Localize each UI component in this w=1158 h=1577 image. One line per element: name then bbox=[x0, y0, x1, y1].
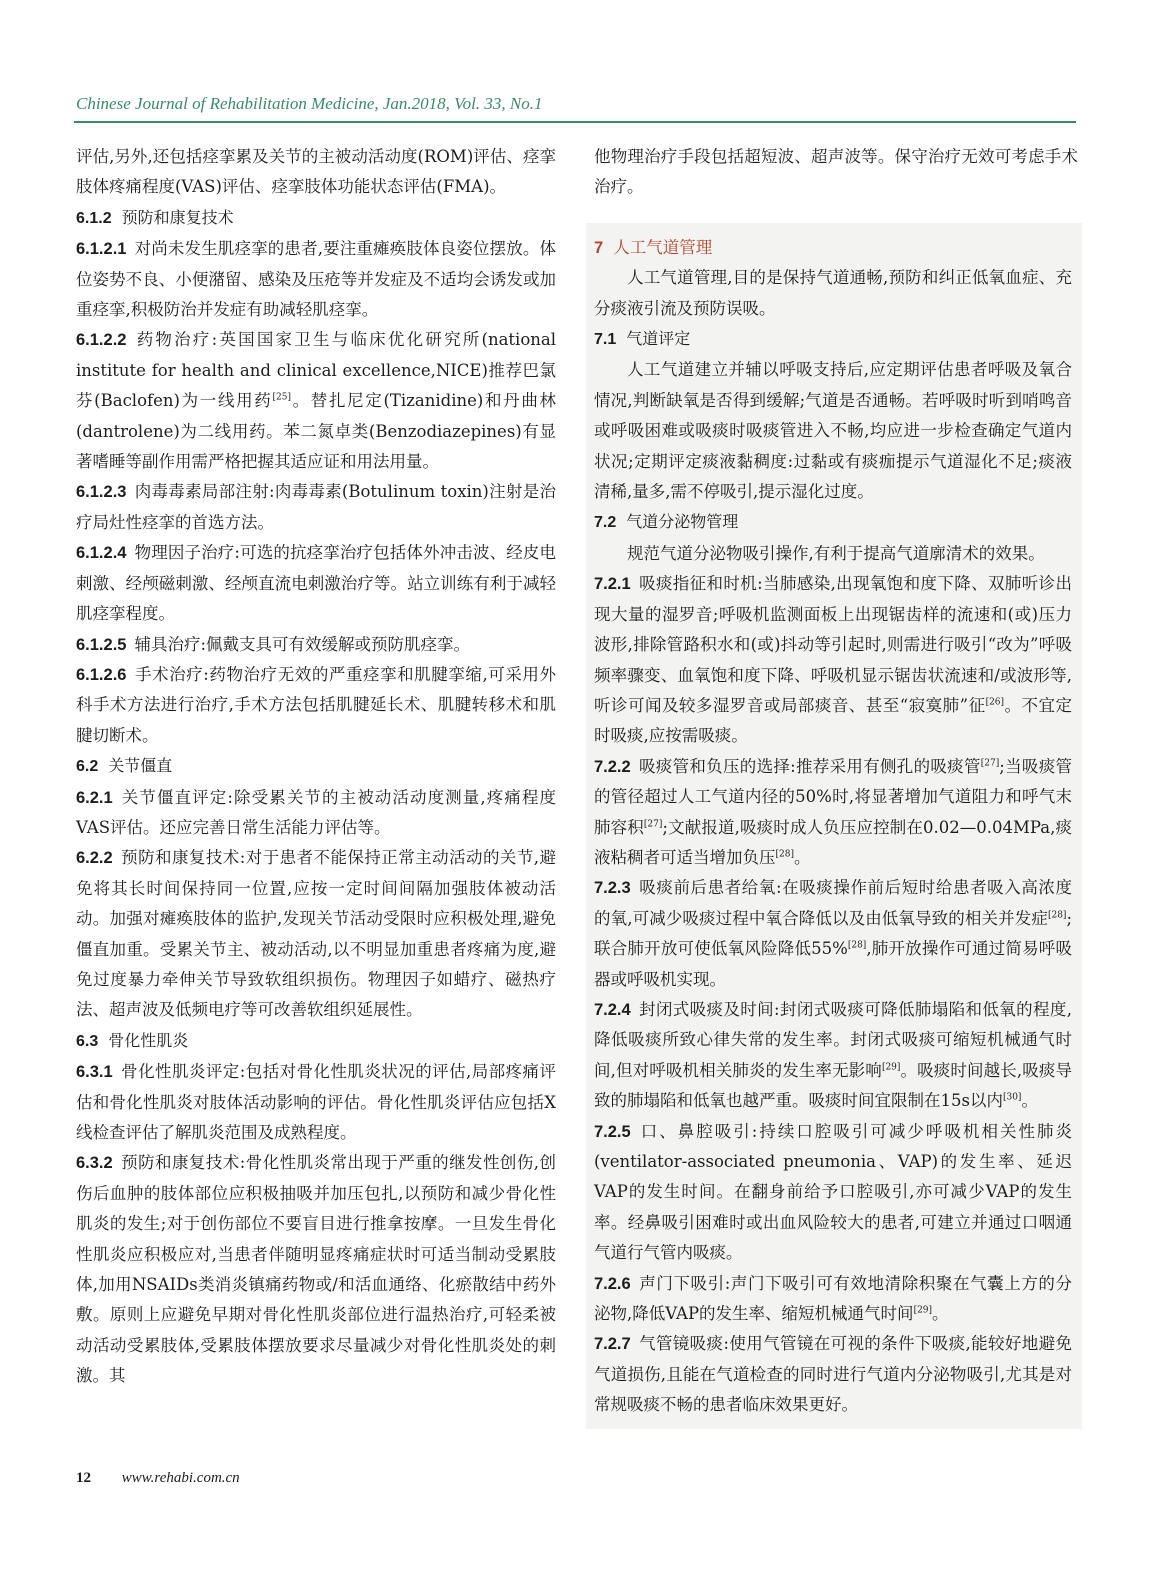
section-7-2-7 bbox=[594, 1329, 1072, 1420]
section-number: 7.2.4 bbox=[594, 1000, 631, 1019]
heading-text: 预防和康复技术 bbox=[121, 207, 234, 227]
section-number: 6.3.2 bbox=[76, 1154, 113, 1173]
section-text: 辅具治疗:佩戴支具可有效缓解或预防肌痉挛。 bbox=[134, 634, 471, 654]
citation: [26] bbox=[985, 697, 1005, 708]
section-number: 7.2.3 bbox=[594, 879, 631, 898]
section-6-3-1 bbox=[76, 1057, 556, 1148]
paragraph-7-2: 规范气道分泌物吸引操作,有利于提高气道廓清术的效果。 bbox=[627, 543, 1045, 563]
paragraph-7-1: 人工气道建立并辅以呼吸支持后,应定期评估患者呼吸及氧合情况,判断缺氧是否得到缓解;气道是否通畅。若呼吸时听到哨鸣音或呼吸困难或吸痰时吸痰管进入不畅,均应进一步检查确定气道内状况;定期评定痰液黏稠度:过黏或有痰痂提示气道湿化不足;痰液清稀,量多,需不停吸引,提示湿化过度。 bbox=[594, 360, 1072, 502]
section-number: 7.2.2 bbox=[594, 757, 631, 776]
section-7-2-6 bbox=[594, 1269, 1072, 1330]
section-text: 。吸痰时间越长,吸痰导致的肺塌陷和低氧也越严重。吸痰时间宜限制在15s以内 bbox=[594, 1060, 1073, 1111]
section-number: 7.2.1 bbox=[594, 575, 631, 594]
section-text: 骨化性肌炎评定:包括对骨化性肌炎状况的评估,局部疼痛评估和骨化性肌炎对肢体活动影响的评估。骨化性肌炎评估应包括X线检查评估了解肌炎范围及成熟程度。 bbox=[76, 1062, 556, 1142]
section-text: ;当吸痰管的管径超过人工气道内径的50%时,将显著增加气道阻力和呼气末肺容积 bbox=[594, 756, 1073, 837]
section-text: 。 bbox=[793, 847, 811, 867]
issue-info: Jan.2018, Vol. 33, No.1 bbox=[382, 94, 543, 113]
section-text: 。 bbox=[932, 1304, 949, 1324]
heading-6-1-2 bbox=[76, 203, 556, 234]
citation: [27] bbox=[980, 758, 1000, 769]
section-text: ;文献报道,吸痰时成人负压应控制在0.02—0.04MPa,痰液粘稠者可适当增加负压 bbox=[594, 817, 1073, 867]
citation: [27] bbox=[643, 819, 663, 830]
section-6-1-2-3 bbox=[76, 477, 556, 538]
section-text: 药物治疗:英国国家卫生与临床优化研究所(national institute for health and clinical excellence,NICE)推荐巴氯芬(Baclofen)为一线用药 bbox=[76, 330, 556, 411]
header-rule bbox=[74, 121, 1076, 123]
section-text: 吸痰管和负压的选择:推荐采用有侧孔的吸痰管 bbox=[638, 756, 981, 776]
section-text: 物理因子治疗:可选的抗痉挛治疗包括体外冲击波、经皮电刺激、经颅磁刺激、经颅直流电刺激治疗等。站立训练有利于减轻肌痉挛程度。 bbox=[76, 543, 556, 624]
section-text: 吸痰前后患者给氧:在吸痰操作前后短时给患者吸入高浓度的氧,可减少吸痰过程中氧合降低以及由低氧导致的相关并发症 bbox=[594, 878, 1072, 928]
section-7-2-2 bbox=[594, 752, 1072, 874]
section-text: 预防和康复技术:对于患者不能保持正常主动活动的关节,避免将其长时间保持同一位置,应按一定时间间隔加强肢体被动活动。加强对瘫痪肢体的监护,发现关节活动受限时应积极处理,避免僵直加重。受累关节主、被动活动,以不明显加重患者疼痛为度,避免过度暴力牵伸关节导致软组织损伤。物理因子如蜡疗、磁热疗法、超声波及低频电疗等可改善软组织延展性。 bbox=[76, 848, 556, 1020]
heading-text: 关节僵直 bbox=[108, 756, 173, 776]
section-number: 6.1.2.1 bbox=[76, 240, 127, 259]
section-text: 声门下吸引:声门下吸引可有效地清除积聚在气囊上方的分泌物,降低VAP的发生率、缩短机械通气时间 bbox=[594, 1273, 1072, 1324]
heading-text: 人工气道管理 bbox=[613, 237, 713, 257]
paragraph-7-intro: 人工气道管理,目的是保持气道通畅,预防和纠正低氧血症、充分痰液引流及预防误吸。 bbox=[594, 268, 1072, 318]
section-number: 6.3.1 bbox=[76, 1063, 113, 1082]
section-text: 。 bbox=[1021, 1091, 1038, 1111]
citation: [29] bbox=[913, 1305, 933, 1316]
paragraph-continued: 他物理治疗手段包括超短波、超声波等。保守治疗无效可考虑手术治疗。 bbox=[594, 147, 1078, 197]
heading-number: 6.1.2 bbox=[76, 209, 112, 227]
left-column bbox=[76, 142, 556, 1392]
section-7-2-3 bbox=[594, 873, 1072, 995]
running-header bbox=[76, 94, 1076, 114]
section-text: 。替扎尼定(Tizanidine)和丹曲林(dantrolene)为二线用药。苯二氮卓类(Benzodiazepines)有显著嗜睡等副作用需严格把握其适应证和用法用量。 bbox=[76, 391, 556, 472]
section-number: 6.1.2.2 bbox=[76, 331, 127, 350]
section-text: 关节僵直评定:除受累关节的主被动活动度测量,疼痛程度VAS评估。还应完善日常生活能力评估等。 bbox=[76, 787, 556, 837]
section-number: 7.2.6 bbox=[594, 1274, 631, 1293]
citation: [28] bbox=[775, 849, 794, 860]
section-text: ,肺开放操作可通过简易呼吸器或呼吸机实现。 bbox=[594, 939, 1072, 989]
section-7-panel bbox=[586, 223, 1082, 1429]
citation: [25] bbox=[272, 392, 291, 403]
section-number: 6.1.2.5 bbox=[76, 635, 127, 654]
section-text: 。不宜定时吸痰,应按需吸痰。 bbox=[594, 695, 1072, 746]
paragraph-continued: 评估,另外,还包括痉挛累及关节的主被动活动度(ROM)评估、痉挛肢体疼痛程度(VAS)评估、痉挛肢体功能状态评估(FMA)。 bbox=[76, 147, 556, 197]
page-number: 12 bbox=[76, 1470, 91, 1486]
section-6-1-2-6 bbox=[76, 660, 556, 751]
right-column bbox=[594, 142, 1078, 1429]
section-7-2-1 bbox=[594, 569, 1072, 751]
section-text: 封闭式吸痰及时间:封闭式吸痰可降低肺塌陷和低氧的程度,降低吸痰所致心律失常的发生率。封闭式吸痰可缩短机械通气时间,但对呼吸机相关肺炎的发生率无影响 bbox=[594, 999, 1072, 1080]
citation: [28] bbox=[847, 940, 867, 951]
page-footer bbox=[76, 1468, 240, 1487]
section-text: 口、鼻腔吸引:持续口腔吸引可减少呼吸机相关性肺炎(ventilator-associated pneumonia、VAP)的发生率、延迟VAP的发生时间。在翻身前给予口腔吸引,亦可减少VAP的发生率。经鼻吸引困难时或出血风险较大的患者,可建立并通过口咽通气道行气管内吸痰。 bbox=[594, 1121, 1072, 1263]
section-number: 6.1.2.4 bbox=[76, 544, 127, 563]
heading-text: 气道评定 bbox=[626, 329, 691, 349]
section-7-2-4 bbox=[594, 995, 1072, 1117]
citation: [28] bbox=[1047, 910, 1067, 921]
section-text: 手术治疗:药物治疗无效的严重痉挛和肌腱挛缩,可采用外科手术方法进行治疗,手术方法包括肌腱延长术、肌腱转移术和肌腱切断术。 bbox=[76, 664, 556, 745]
section-number: 7.2.7 bbox=[594, 1335, 631, 1354]
section-text: 对尚未发生肌痉挛的患者,要注重瘫痪肢体良姿位摆放。体位姿势不良、小便潴留、感染及压疮等并发症及不适均会诱发或加重痉挛,积极防治并发症有助减轻肌痉挛。 bbox=[76, 239, 556, 320]
heading-number: 6.2 bbox=[76, 758, 99, 776]
heading-number: 7.1 bbox=[594, 331, 617, 349]
section-6-1-2-5 bbox=[76, 630, 556, 660]
section-number: 6.1.2.6 bbox=[76, 665, 127, 684]
heading-7-1 bbox=[594, 324, 1072, 355]
heading-7-2 bbox=[594, 507, 1072, 538]
heading-number: 7.2 bbox=[594, 514, 617, 532]
section-text: 吸痰指征和时机:当肺感染,出现氧饱和度下降、双肺听诊出现大量的湿罗音;呼吸机监测面板上出现锯齿样的流速和(或)压力波形,排除管路积水和(或)抖动等引起时,则需进行吸引“改为”呼吸频率骤变、血氧饱和度下降、呼吸机显示锯齿状流速和/或波形等,听诊可闻及较多湿罗音或局部痰音、甚至“寂寞肺”征 bbox=[594, 574, 1072, 715]
section-number: 6.2.1 bbox=[76, 788, 113, 807]
heading-number: 7 bbox=[594, 238, 604, 257]
section-number: 6.2.2 bbox=[76, 849, 113, 868]
section-7-2-5 bbox=[594, 1117, 1072, 1269]
section-6-2-1 bbox=[76, 783, 556, 844]
section-6-1-2-2 bbox=[76, 325, 556, 477]
section-text: 气管镜吸痰:使用气管镜在可视的条件下吸痰,能较好地避免气道损伤,且能在气道检查的同时进行气道内分泌物吸引,尤其是对常规吸痰不畅的患者临床效果更好。 bbox=[594, 1334, 1072, 1415]
journal-name: Chinese Journal of Rehabilitation Medicine, bbox=[76, 94, 379, 113]
section-text: 肉毒毒素局部注射:肉毒毒素(Botulinum toxin)注射是治疗局灶性痉挛的首选方法。 bbox=[76, 482, 556, 532]
section-number: 6.1.2.3 bbox=[76, 483, 127, 502]
section-number: 7.2.5 bbox=[594, 1122, 631, 1141]
citation: [30] bbox=[1002, 1092, 1022, 1103]
section-6-2-2 bbox=[76, 843, 556, 1025]
journal-url: www.rehabi.com.cn bbox=[121, 1470, 240, 1486]
heading-6-3 bbox=[76, 1026, 556, 1057]
heading-number: 6.3 bbox=[76, 1032, 99, 1050]
section-6-1-2-1 bbox=[76, 234, 556, 325]
section-6-1-2-4 bbox=[76, 538, 556, 629]
heading-text: 骨化性肌炎 bbox=[108, 1030, 189, 1050]
section-text: ;联合肺开放可使低氧风险降低55% bbox=[594, 908, 1072, 959]
section-text: 预防和康复技术:骨化性肌炎常出现于严重的继发性创伤,创伤后血肿的肢体部位应积极抽吸并加压包扎,以预防和减少骨化性肌炎的发生;对于创伤部位不要盲目进行推拿按摩。一旦发生骨化性肌炎应积极应对,当患者伴随明显疼痛症状时可适当制动受累肢体,加用NSAIDs类消炎镇痛药物或/和活血通络、化瘀散结中药外敷。原则上应避免早期对骨化性肌炎部位进行温热治疗,可轻柔被动活动受累肢体,受累肢体摆放要求尽量减少对骨化性肌炎处的刺激。其 bbox=[76, 1153, 556, 1386]
citation: [29] bbox=[881, 1062, 901, 1073]
heading-text: 气道分泌物管理 bbox=[626, 512, 739, 532]
heading-6-2 bbox=[76, 751, 556, 782]
heading-7 bbox=[594, 233, 1072, 263]
section-6-3-2 bbox=[76, 1148, 556, 1391]
